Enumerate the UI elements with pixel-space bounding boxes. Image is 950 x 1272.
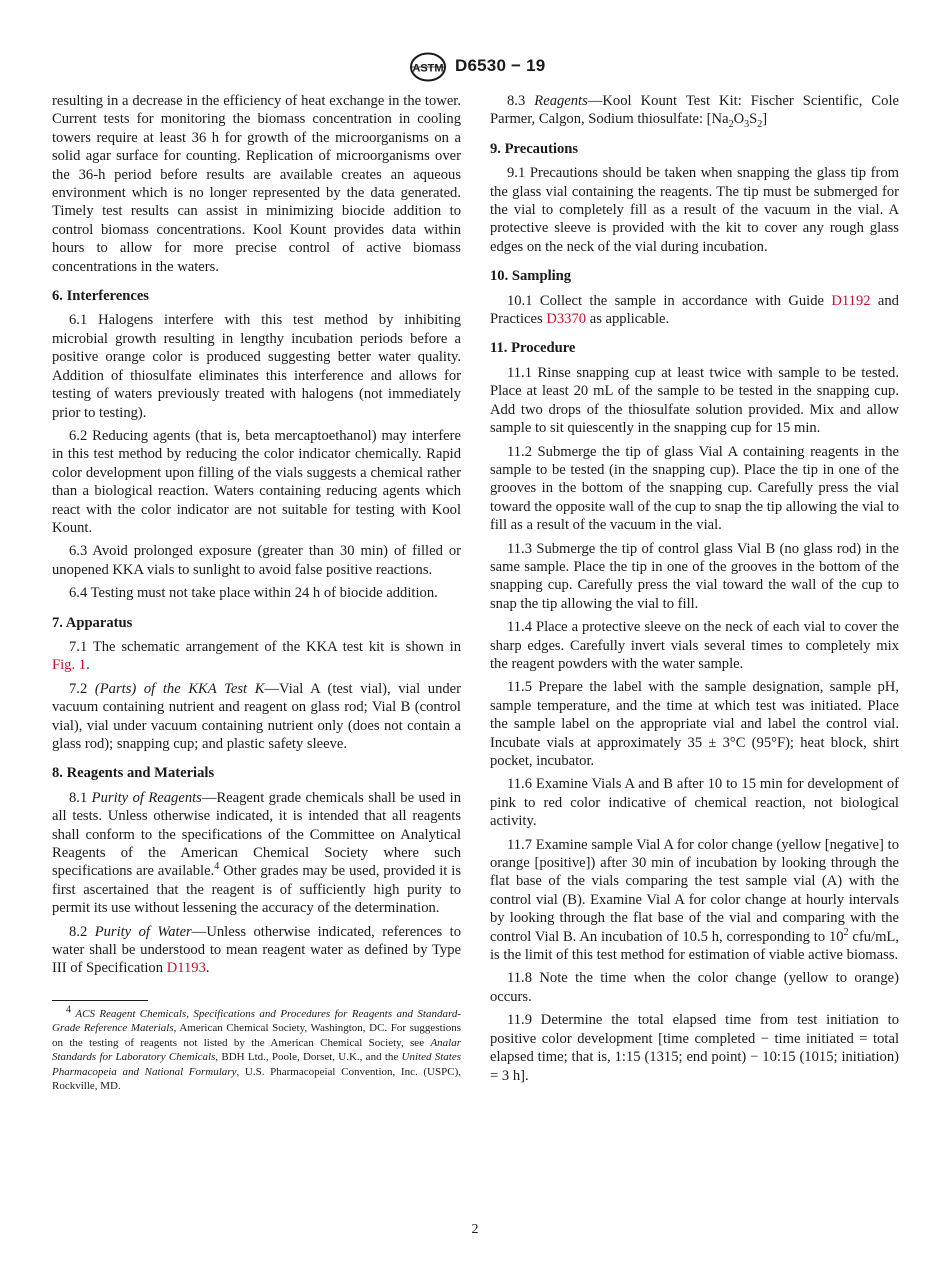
section-7-heading: 7. Apparatus: [52, 614, 133, 631]
d1192-link[interactable]: D1192: [831, 292, 871, 309]
paragraph-11-1: 11.1 Rinse snapping cup at least twice with sample to be tested. Place at least 20 mL of the sample to be tested in the snapping cup. Add two drops of the thiosulfate solution provided. Mix and allow sample to sit quiescently in the snapping cup for 15 min.: [490, 364, 899, 437]
astm-logo-icon: [409, 52, 447, 82]
paragraph-8-2: 8.2 Purity of Water—Unless otherwise indicated, references to water shall be understood to mean reagent water as defined by Type III of Specification D1193.: [52, 923, 461, 977]
paragraph-11-5: 11.5 Prepare the label with the sample designation, sample pH, sample temperature, and the time at which test was initiated. Place the sample label on the appropriate vial and label the control vial. Incubate vials at approximately 35 ± 3°C (95°F); heat block, shirt pocket, incubator.: [490, 679, 899, 769]
paragraph-6-1: 6.1 Halogens interfere with this test method by inhibiting microbial growth resulting in lengthy incubation periods before a positive orange color is produced suggesting better water quality. Addition of thiosulfate eliminates this interference and allows for testing of waters previously treated with halogens (not immediately prior to testing).: [52, 312, 461, 421]
paragraph-11-2: 11.2 Submerge the tip of glass Vial A containing reagents in the sample to be tested (in the snapping cup). Place the tip in one of the grooves in the bottom of the snapping cup. Carefully press the vial toward the opposite wall of the cup to snap the tip allowing the vial to fill as a result of the vacuum in the vial.: [490, 443, 899, 534]
page-header: [0, 52, 950, 84]
page-number: 2: [471, 1222, 479, 1237]
section-10-heading: 10. Sampling: [490, 268, 572, 285]
fig-1-link[interactable]: Fig. 1: [52, 657, 87, 674]
footnote-ref-4: 4: [214, 861, 220, 873]
section-9-heading: 9. Precautions: [490, 140, 579, 157]
section-8-heading: 8. Reagents and Materials: [52, 765, 215, 782]
paragraph-9-1: 9.1 Precautions should be taken when snapping the glass tip from the glass vial containing the reagents. The tip must be submerged for the vial to completely fill as a result of the vacuum in the vial. A protective sleeve is provided with the kit to cover any rough glass edges on the neck of the vial during incubation.: [490, 165, 899, 255]
paragraph-7-2: 7.2 (Parts) of the KKA Test K—Vial A (test vial), vial under vacuum containing nutrient and reagent on glass rod; Vial B (control vial), vial under vacuum containing nutrient only (does not contain a glass rod); snapping cup; and plastic safety sleeve.: [52, 680, 462, 752]
standard-designation: D6530 − 19: [455, 56, 546, 75]
left-column: [52, 92, 461, 1099]
paragraph-6-4: 6.4 Testing must not take place within 24 h of biocide addition.: [69, 585, 438, 602]
svg-text:ASTM: ASTM: [412, 62, 444, 75]
paragraph-11-3: 11.3 Submerge the tip of control glass Vial B (no glass rod) in the same sample. Place the tip in one of the grooves in the bottom of the snapping cup. Carefully press the vial toward the wall of the cup to snap the tip allowing the vial to fill.: [490, 540, 899, 612]
section-6-heading: 6. Interferences: [52, 288, 149, 305]
paragraph-6-3: 6.3 Avoid prolonged exposure (greater than 30 min) of filled or unopened KKA vials to sunlight to avoid false positive reactions.: [52, 543, 461, 578]
paragraph-8-1: 8.1 Purity of Reagents—Reagent grade chemicals shall be used in all tests. Unless otherwise indicated, it is intended that all reagents shall conform to the specifications of the Committee on Analytical Reagents of the American Chemical Society where such specifications are available.$^4$ Other grades may be used, provided it is first ascertained that the reagent is of sufficiently high purity to permit its use without lessening the accuracy of the determination.: [52, 789, 461, 917]
footnote-divider: [52, 1000, 148, 1001]
paragraph-5-continued: resulting in a decrease in the efficiency of heat exchange in the tower. Current tests for monitoring the biomass concentration in cooling towers require at least 36 h for growth of the microorganisms on a solid agar surface for counting. Replication of microorganisms over the 36-h period before results are available creates an aqueous environment which is no longer represented by the data generated. Timely test results can assist in minimizing biocide addition to control biomass concentrations. Kool Kount provides data within hours to allow for more precise control of active biomass concentrations in the waters.: [52, 93, 461, 275]
paragraph-11-9: 11.9 Determine the total elapsed time from test initiation to positive color development [time completed − time initiated = total elapsed time; that is, 1:15 (1315; end point) − 10:15 (1015; initiation) = 3 h].: [490, 1012, 899, 1084]
paragraph-8-3: 8.3 Reagents—Kool Kount Test Kit: Fischer Scientific, Cole Parmer, Calgon, Sodium thiosulfate: $[Na_2O_3S_2]$: [490, 93, 899, 131]
d1193-link[interactable]: D1193: [166, 960, 206, 977]
right-column: [490, 92, 899, 1090]
paragraph-11-4: 11.4 Place a protective sleeve on the neck of each vial to cover the sharp edges. Carefully invert vials several times to completely mix the reagent powders with the water sample.: [490, 619, 899, 672]
d3370-link[interactable]: D3370: [546, 311, 587, 328]
section-11-heading: 11. Procedure: [490, 340, 576, 357]
paragraph-11-6: 11.6 Examine Vials A and B after 10 to 15 min for development of pink to red color indicative of chemical reaction, not biological activity.: [490, 776, 899, 830]
paragraph-11-8: 11.8 Note the time when the color change (yellow to orange) occurs.: [490, 970, 899, 1005]
paragraph-10-1: 10.1 Collect the sample in accordance with Guide D1192 and Practices D3370 as applicable.: [490, 292, 899, 328]
paragraph-11-7: 11.7 Examine sample Vial A for color change (yellow [negative] to orange [positive]) after 30 min of incubation by looking through the flat base of the vials comparing the test sample vial (A) with the control vial (B). Examine Vial A for color change at hourly intervals by looking through the flat base of the vial and comparing with the control Vial B. An incubation of 10.5 h, corresponding to $10^2$ cfu/mL, is the limit of this test method for estimation of viable active biomass.: [490, 836, 899, 964]
paragraph-7-1: 7.1 The schematic arrangement of the KKA test kit is shown in Fig. 1.: [52, 638, 461, 674]
paragraph-6-2: 6.2 Reducing agents (that is, beta mercaptoethanol) may interfere in this test method by reducing the color indicator chemically. Rapid color development upon filling of the vials suggests a chemical rather than a biological reaction. Waters containing reducing agents which react with the color indicator are not suitable for testing with Kool Kount.: [52, 427, 461, 536]
footnote-4: $^4$ ACS Reagent Chemicals, Specifications and Procedures for Reagents and Standard-Grade Reference Materials, American Chemical Society, Washington, DC. For suggestions on the testing of reagents not listed by the American Chemical Society, see Analar Standards for Laboratory Chemicals, BDH Ltd., Poole, Dorset, U.K., and the United States Pharmacopeia and National Formulary, U.S. Pharmacopeial Convention, Inc. (USPC), Rockville, MD.: [52, 1004, 462, 1093]
